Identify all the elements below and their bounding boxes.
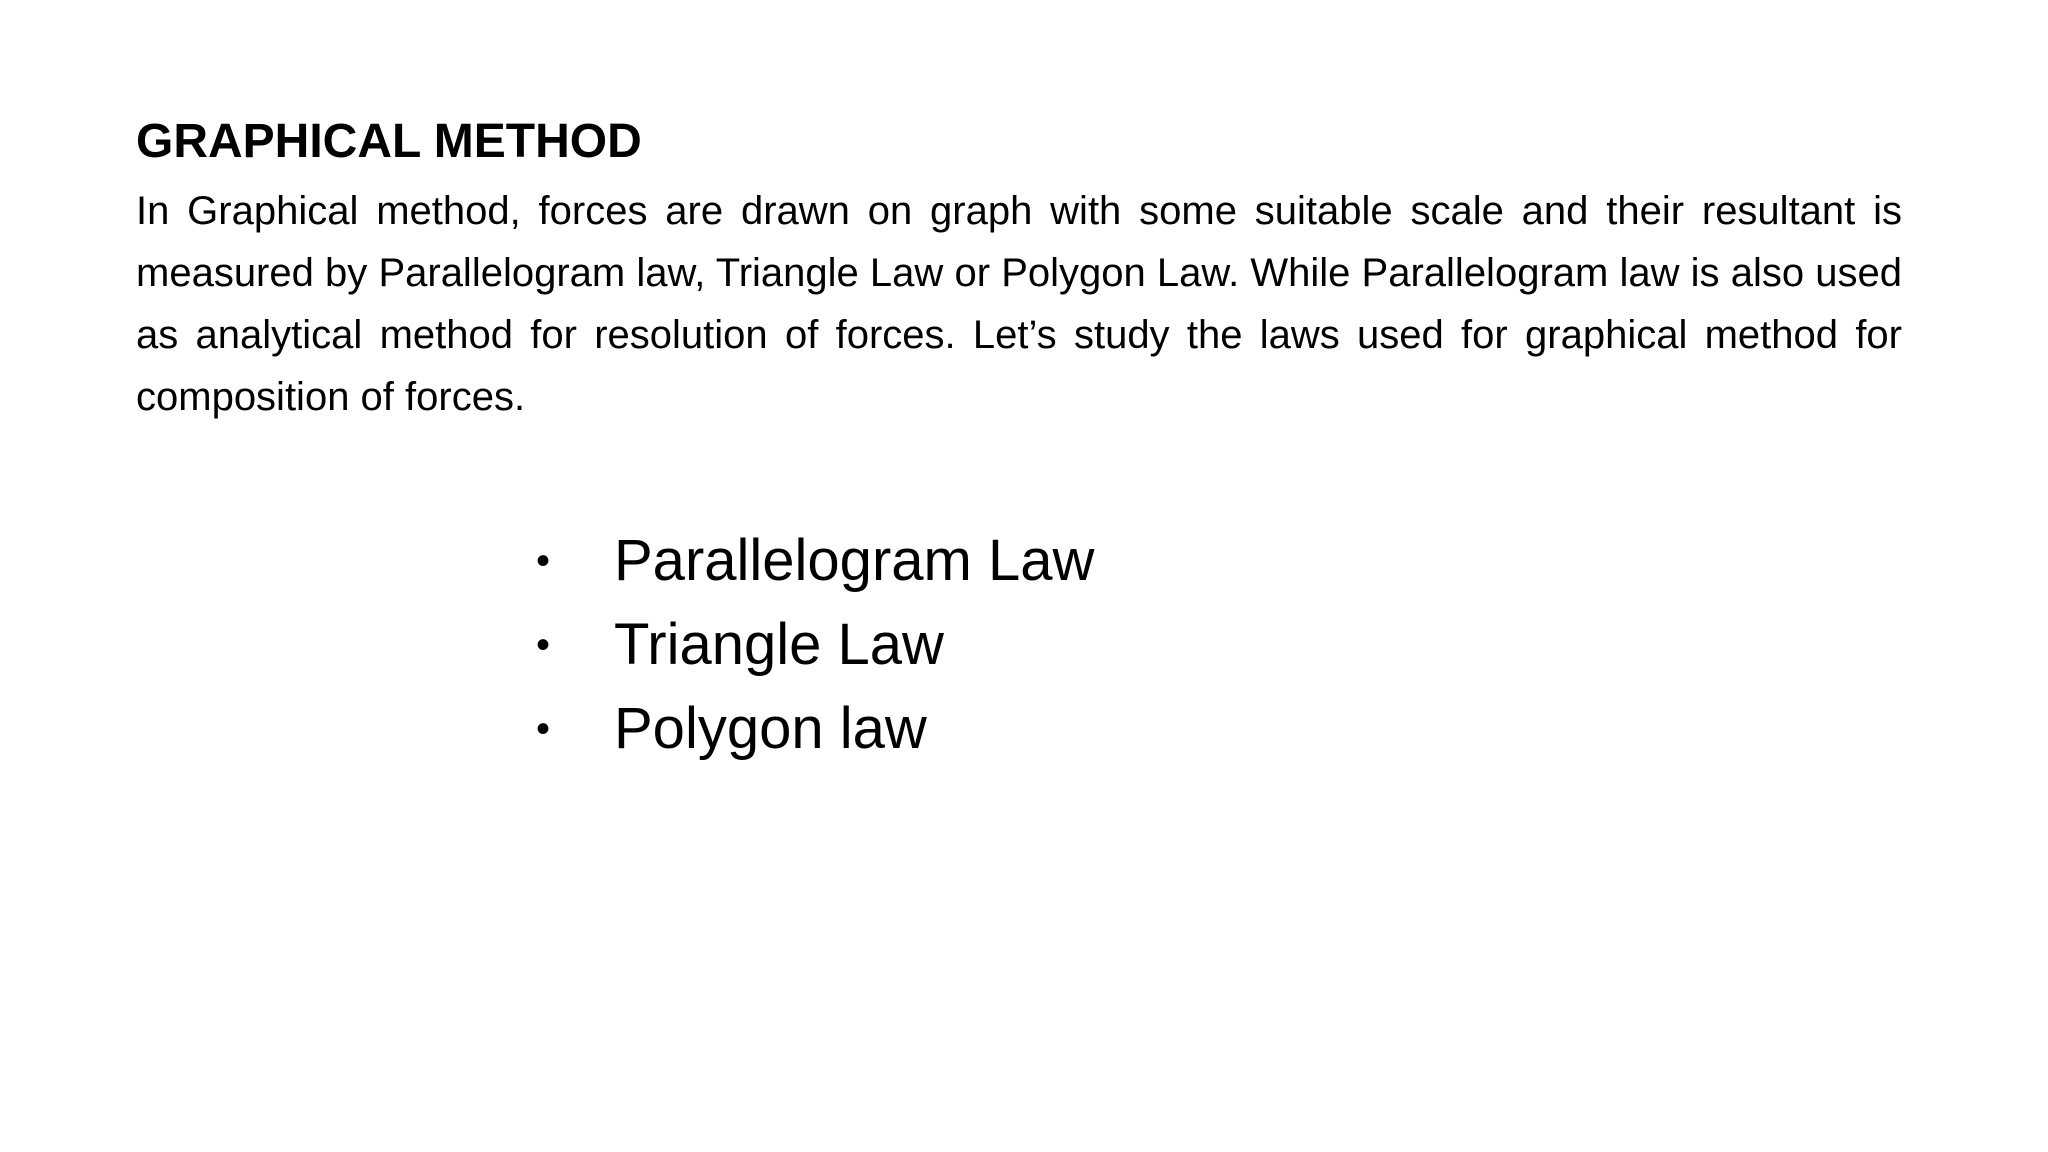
bullet-list	[528, 522, 1094, 774]
bullet-label: Triangle Law	[614, 612, 944, 677]
list-item	[528, 522, 1094, 606]
bullet-icon: •	[536, 539, 551, 583]
bullet-label: Polygon law	[614, 696, 927, 761]
list-item	[528, 606, 1094, 690]
list-item	[528, 690, 1094, 774]
slide-paragraph: In Graphical method, forces are drawn on graph with some suitable scale and their resultant is measured by Parallelogram law, Triangle Law or Polygon Law. While Parallelogram law is also used as analytical method for resolution of forces. Let’s study the laws used for graphical method for composition of forces.	[136, 189, 1902, 419]
bullet-label: Parallelogram Law	[614, 528, 1095, 593]
bullet-icon: •	[536, 707, 551, 751]
bullet-icon: •	[536, 623, 551, 667]
slide-heading: GRAPHICAL METHOD	[136, 115, 642, 168]
